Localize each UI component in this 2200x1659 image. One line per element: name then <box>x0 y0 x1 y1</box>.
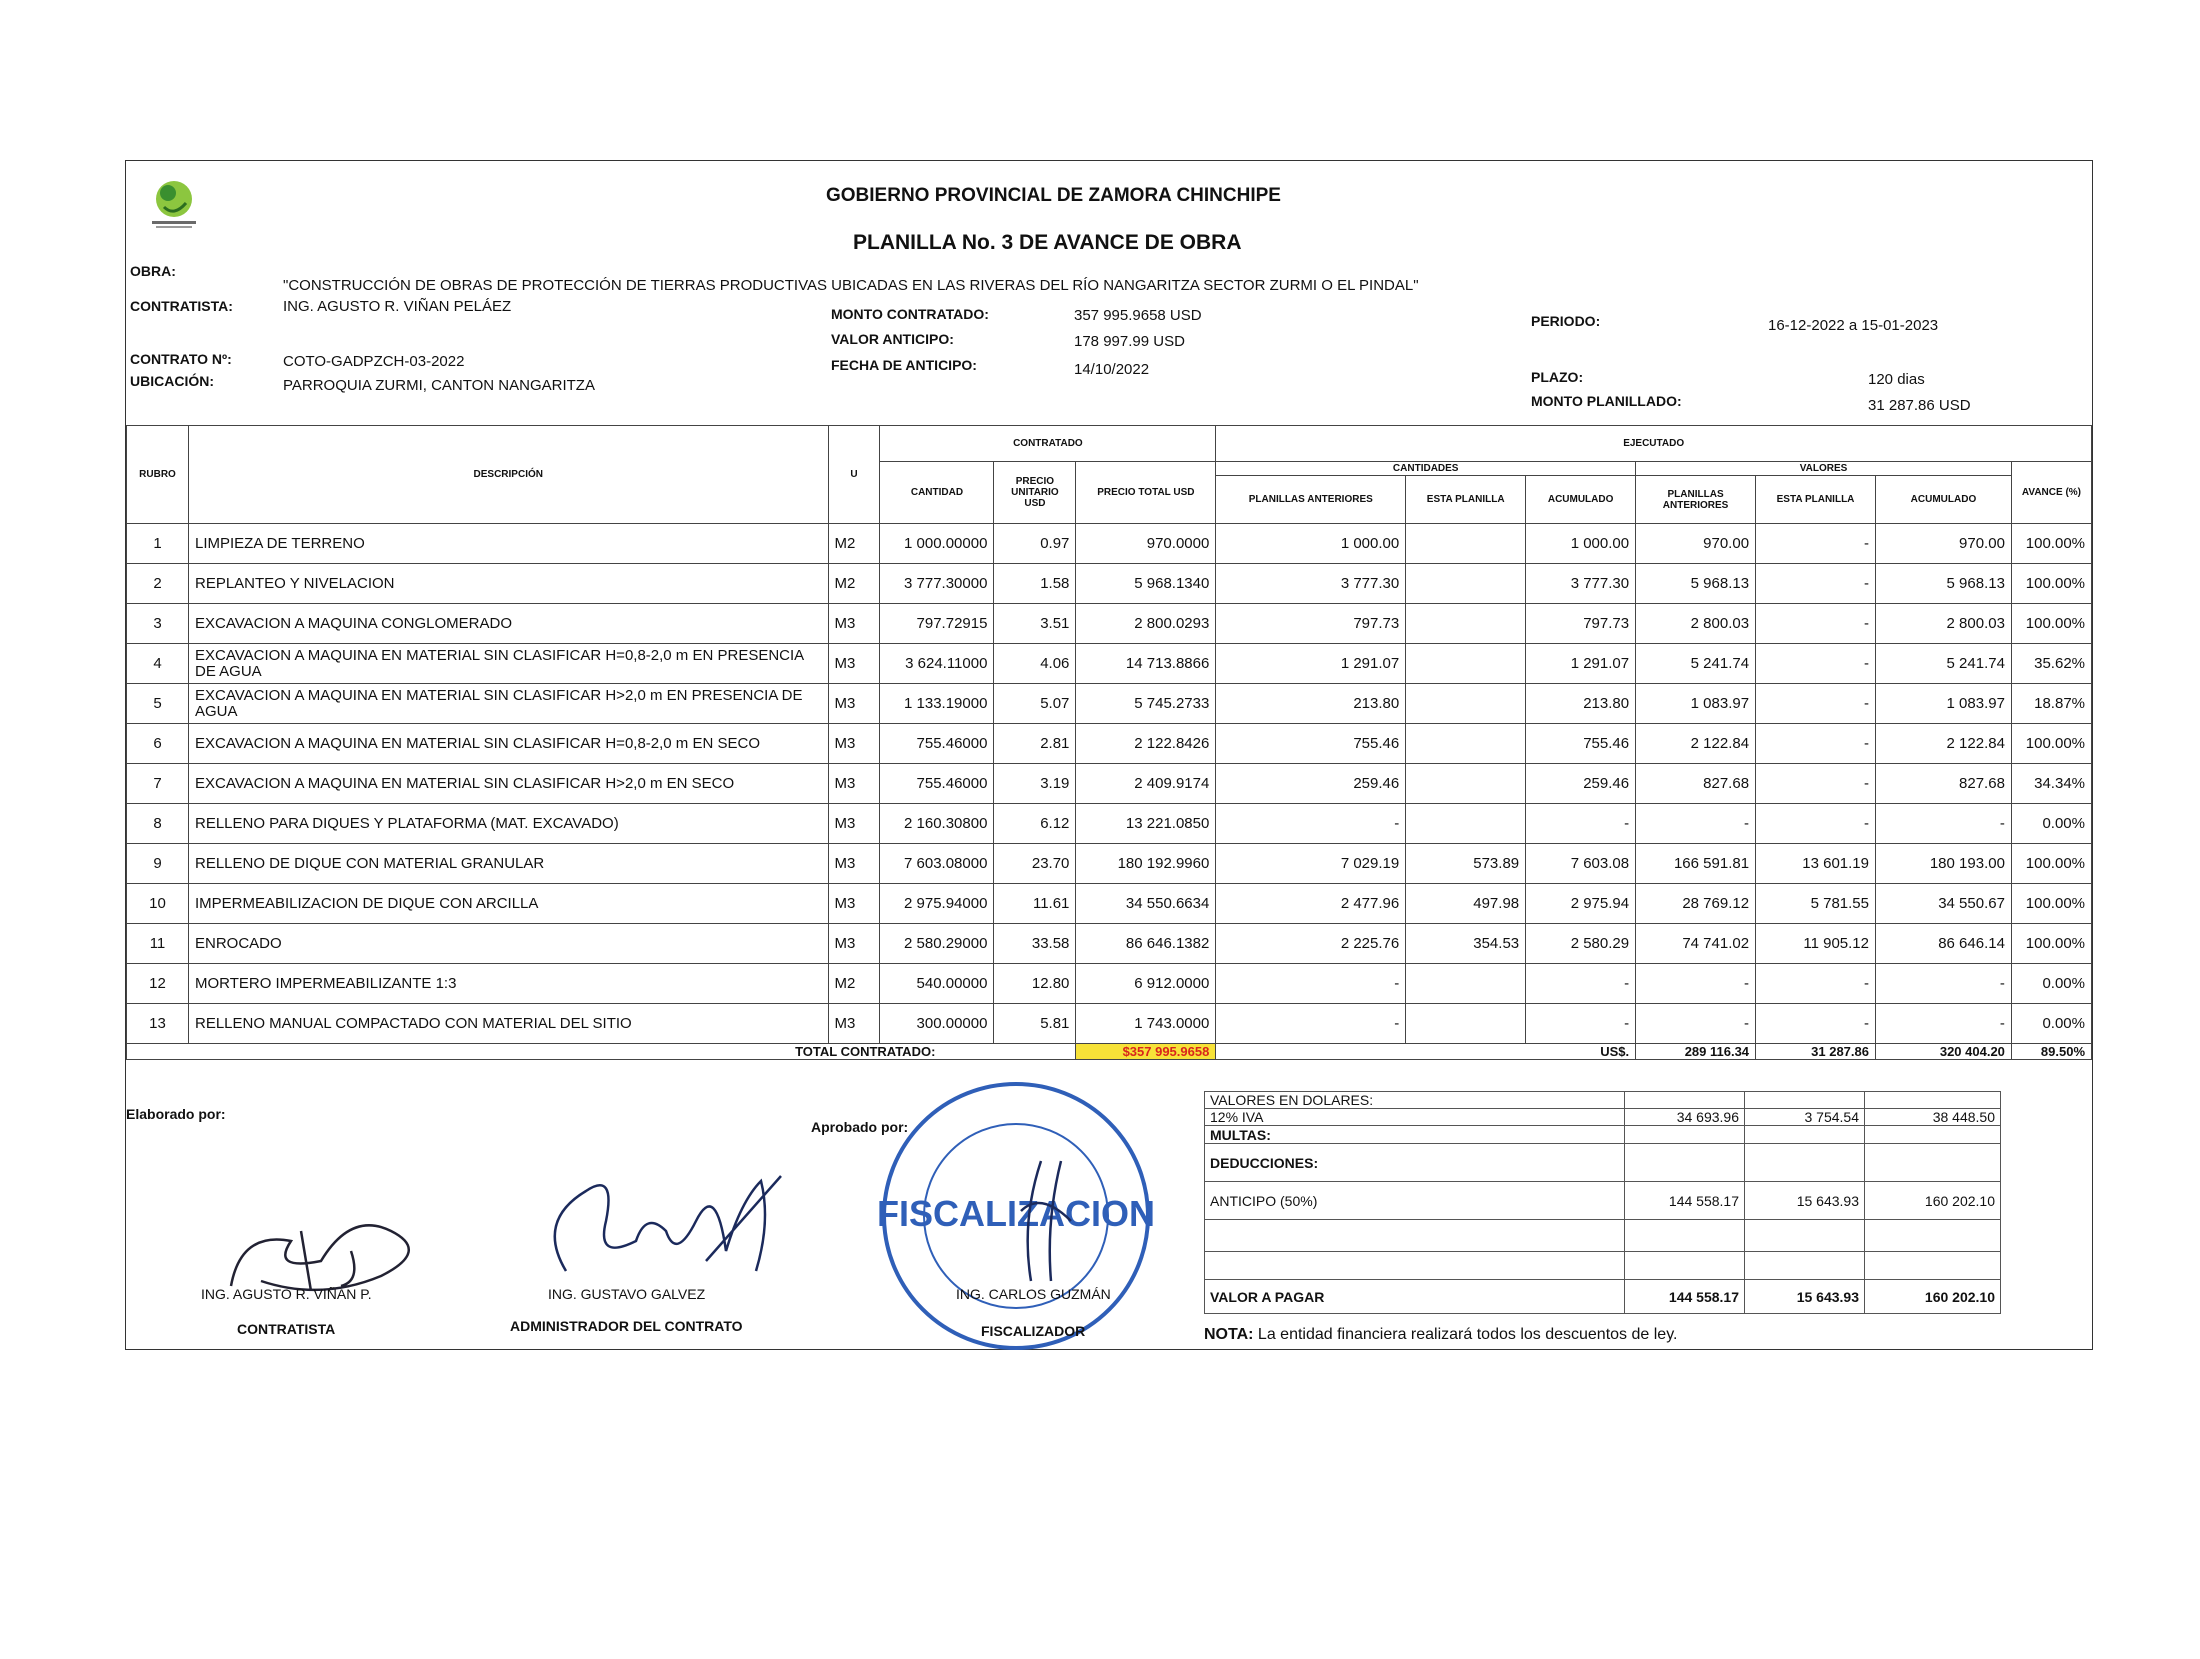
iva-esta: 3 754.54 <box>1745 1109 1865 1126</box>
cell-avance: 34.34% <box>2011 764 2091 804</box>
table-row <box>127 844 2092 884</box>
cell-plan-ant-v: 970.00 <box>1636 524 1756 564</box>
cell-cantidad: 540.00000 <box>880 964 994 1004</box>
cell-cantidad: 3 624.11000 <box>880 644 994 684</box>
col-ejecutado: EJECUTADO <box>1216 426 2092 462</box>
cell-descripcion: IMPERMEABILIZACION DE DIQUE CON ARCILLA <box>188 884 828 924</box>
cell-precio-total: 2 800.0293 <box>1076 604 1216 644</box>
cell-avance: 100.00% <box>2011 884 2091 924</box>
cell-plan-ant: 259.46 <box>1216 764 1406 804</box>
col-esta-v: ESTA PLANILLA <box>1756 476 1876 524</box>
cell-acum-v: 180 193.00 <box>1875 844 2011 884</box>
cell-descripcion: RELLENO DE DIQUE CON MATERIAL GRANULAR <box>188 844 828 884</box>
fiscalizacion-stamp-icon <box>871 1071 1161 1361</box>
anticipo-acum: 160 202.10 <box>1865 1182 2001 1220</box>
cell-acum: 797.73 <box>1526 604 1636 644</box>
cell-descripcion: ENROCADO <box>188 924 828 964</box>
cell-esta <box>1406 684 1526 724</box>
obra-label: OBRA: <box>130 263 176 279</box>
cell-rubro: 8 <box>127 804 189 844</box>
col-acum: ACUMULADO <box>1526 476 1636 524</box>
cell-descripcion: EXCAVACION A MAQUINA EN MATERIAL SIN CLASIFICAR H=0,8-2,0 m EN PRESENCIA DE AGUA <box>188 644 828 684</box>
cell-precio-total: 14 713.8866 <box>1076 644 1216 684</box>
cell-precio-total: 180 192.9960 <box>1076 844 1216 884</box>
col-descripcion: DESCRIPCIÓN <box>188 426 828 524</box>
table-row <box>127 524 2092 564</box>
cell-plan-ant-v: 2 800.03 <box>1636 604 1756 644</box>
anticipo-plan-ant: 144 558.17 <box>1625 1182 1745 1220</box>
summary-table <box>1204 1091 2001 1314</box>
cell-plan-ant: 755.46 <box>1216 724 1406 764</box>
col-plan-ant-v: PLANILLAS ANTERIORES <box>1636 476 1756 524</box>
cell-unidad: M3 <box>828 924 880 964</box>
cell-acum: 2 975.94 <box>1526 884 1636 924</box>
cell-acum: - <box>1526 1004 1636 1044</box>
iva-plan-ant: 34 693.96 <box>1625 1109 1745 1126</box>
cell-avance: 100.00% <box>2011 604 2091 644</box>
nota <box>1204 1326 1677 1344</box>
cell-cantidad: 7 603.08000 <box>880 844 994 884</box>
cell-precio-unit: 6.12 <box>994 804 1076 844</box>
cell-avance: 100.00% <box>2011 924 2091 964</box>
table-row <box>127 724 2092 764</box>
cell-esta-v: 5 781.55 <box>1756 884 1876 924</box>
cell-descripcion: RELLENO MANUAL COMPACTADO CON MATERIAL DEL SITIO <box>188 1004 828 1044</box>
planillado-label: MONTO PLANILLADO: <box>1531 393 1682 409</box>
cell-descripcion: EXCAVACION A MAQUINA EN MATERIAL SIN CLASIFICAR H>2,0 m EN SECO <box>188 764 828 804</box>
col-acum-v: ACUMULADO <box>1875 476 2011 524</box>
cell-rubro: 3 <box>127 604 189 644</box>
cell-precio-unit: 3.19 <box>994 764 1076 804</box>
cell-unidad: M2 <box>828 524 880 564</box>
periodo-value: 16-12-2022 a 15-01-2023 <box>1768 317 1939 334</box>
col-u: U <box>828 426 880 524</box>
cell-cantidad: 3 777.30000 <box>880 564 994 604</box>
pagar-esta: 15 643.93 <box>1745 1280 1865 1314</box>
cell-rubro: 10 <box>127 884 189 924</box>
aprobado-label: Aprobado por: <box>811 1119 909 1135</box>
cell-avance: 100.00% <box>2011 564 2091 604</box>
cell-avance: 100.00% <box>2011 724 2091 764</box>
cell-precio-unit: 3.51 <box>994 604 1076 644</box>
cell-precio-unit: 1.58 <box>994 564 1076 604</box>
cell-acum-v: 2 122.84 <box>1875 724 2011 764</box>
anticipo-esta: 15 643.93 <box>1745 1182 1865 1220</box>
cell-unidad: M3 <box>828 644 880 684</box>
cell-precio-unit: 2.81 <box>994 724 1076 764</box>
total-esta: 31 287.86 <box>1756 1044 1876 1060</box>
cell-esta-v: - <box>1756 764 1876 804</box>
cell-esta: 573.89 <box>1406 844 1526 884</box>
cell-rubro: 7 <box>127 764 189 804</box>
table-row <box>127 564 2092 604</box>
cell-acum: 259.46 <box>1526 764 1636 804</box>
col-precio-total: PRECIO TOTAL USD <box>1076 462 1216 524</box>
cell-acum: 3 777.30 <box>1526 564 1636 604</box>
iva-acum: 38 448.50 <box>1865 1109 2001 1126</box>
cell-esta <box>1406 804 1526 844</box>
table-row <box>127 804 2092 844</box>
cell-unidad: M2 <box>828 564 880 604</box>
cell-plan-ant-v: 166 591.81 <box>1636 844 1756 884</box>
cell-avance: 0.00% <box>2011 964 2091 1004</box>
cell-plan-ant: 3 777.30 <box>1216 564 1406 604</box>
col-rubro: RUBRO <box>127 426 189 524</box>
fiscalizador-name: ING. CARLOS GUZMÁN <box>956 1286 1111 1302</box>
col-valores: VALORES <box>1636 462 2012 476</box>
cell-acum-v: - <box>1875 1004 2011 1044</box>
monto-label: MONTO CONTRATADO: <box>831 306 989 322</box>
cell-esta-v: - <box>1756 644 1876 684</box>
table-row <box>127 644 2092 684</box>
contratista-role: CONTRATISTA <box>237 1321 336 1337</box>
cell-acum: 7 603.08 <box>1526 844 1636 884</box>
logo-icon <box>144 173 204 233</box>
col-plan-ant: PLANILLAS ANTERIORES <box>1216 476 1406 524</box>
cell-descripcion: EXCAVACION A MAQUINA CONGLOMERADO <box>188 604 828 644</box>
cell-acum-v: 2 800.03 <box>1875 604 2011 644</box>
fecha-label: FECHA DE ANTICIPO: <box>831 357 977 373</box>
cell-acum: 1 000.00 <box>1526 524 1636 564</box>
col-avance: AVANCE (%) <box>2011 462 2091 524</box>
cell-rubro: 1 <box>127 524 189 564</box>
total-label: TOTAL CONTRATADO: <box>127 1044 1076 1060</box>
cell-cantidad: 2 160.30800 <box>880 804 994 844</box>
org-title: GOBIERNO PROVINCIAL DE ZAMORA CHINCHIPE <box>826 185 1281 206</box>
cell-acum: 1 291.07 <box>1526 644 1636 684</box>
cell-precio-unit: 0.97 <box>994 524 1076 564</box>
cell-precio-unit: 11.61 <box>994 884 1076 924</box>
cell-esta-v: 13 601.19 <box>1756 844 1876 884</box>
cell-cantidad: 1 133.19000 <box>880 684 994 724</box>
cell-unidad: M3 <box>828 764 880 804</box>
cell-plan-ant-v: 74 741.02 <box>1636 924 1756 964</box>
contratista-label: CONTRATISTA: <box>130 298 233 314</box>
cell-descripcion: MORTERO IMPERMEABILIZANTE 1:3 <box>188 964 828 1004</box>
cell-plan-ant: 7 029.19 <box>1216 844 1406 884</box>
cell-cantidad: 2 580.29000 <box>880 924 994 964</box>
cell-rubro: 5 <box>127 684 189 724</box>
cell-rubro: 2 <box>127 564 189 604</box>
contrato-label: CONTRATO Nº: <box>130 351 232 367</box>
cell-avance: 0.00% <box>2011 1004 2091 1044</box>
planillado-value: 31 287.86 USD <box>1868 397 1971 414</box>
cell-rubro: 12 <box>127 964 189 1004</box>
cell-precio-unit: 12.80 <box>994 964 1076 1004</box>
cell-acum-v: 34 550.67 <box>1875 884 2011 924</box>
cell-acum-v: 5 968.13 <box>1875 564 2011 604</box>
pagar-label: VALOR A PAGAR <box>1205 1280 1625 1314</box>
total-acum: 320 404.20 <box>1875 1044 2011 1060</box>
cell-esta <box>1406 724 1526 764</box>
cell-plan-ant-v: 5 241.74 <box>1636 644 1756 684</box>
cell-unidad: M3 <box>828 804 880 844</box>
cell-unidad: M3 <box>828 844 880 884</box>
cell-plan-ant: 213.80 <box>1216 684 1406 724</box>
cell-esta-v: - <box>1756 604 1876 644</box>
cell-esta <box>1406 964 1526 1004</box>
cell-acum: 755.46 <box>1526 724 1636 764</box>
cell-descripcion: REPLANTEO Y NIVELACION <box>188 564 828 604</box>
cell-cantidad: 755.46000 <box>880 724 994 764</box>
cell-cantidad: 1 000.00000 <box>880 524 994 564</box>
cell-rubro: 6 <box>127 724 189 764</box>
contratista-name: ING. AGUSTO R. VIÑAN P. <box>201 1286 372 1302</box>
cell-acum: - <box>1526 804 1636 844</box>
cell-precio-unit: 23.70 <box>994 844 1076 884</box>
plazo-value: 120 dias <box>1868 371 1925 388</box>
cell-precio-unit: 33.58 <box>994 924 1076 964</box>
cell-acum: 213.80 <box>1526 684 1636 724</box>
obra-value: "CONSTRUCCIÓN DE OBRAS DE PROTECCIÓN DE TIERRAS PRODUCTIVAS UBICADAS EN LAS RIVERAS DEL RÍO NANGARITZA SECTOR ZURMI O EL PINDAL" <box>283 277 1419 294</box>
cell-cantidad: 797.72915 <box>880 604 994 644</box>
nota-text: La entidad financiera realizará todos los descuentos de ley. <box>1257 1326 1678 1343</box>
cell-unidad: M3 <box>828 724 880 764</box>
col-contratado: CONTRATADO <box>880 426 1216 462</box>
pagar-acum: 160 202.10 <box>1865 1280 2001 1314</box>
cell-esta <box>1406 604 1526 644</box>
cell-plan-ant-v: 5 968.13 <box>1636 564 1756 604</box>
cell-esta <box>1406 564 1526 604</box>
cell-esta: 497.98 <box>1406 884 1526 924</box>
table-row <box>127 604 2092 644</box>
cell-precio-total: 34 550.6634 <box>1076 884 1216 924</box>
cell-esta-v: - <box>1756 564 1876 604</box>
cell-precio-unit: 5.07 <box>994 684 1076 724</box>
table-row <box>127 924 2092 964</box>
cell-esta-v: - <box>1756 684 1876 724</box>
cell-cantidad: 2 975.94000 <box>880 884 994 924</box>
total-plan-ant: 289 116.34 <box>1636 1044 1756 1060</box>
cell-plan-ant: 2 477.96 <box>1216 884 1406 924</box>
cell-unidad: M3 <box>828 884 880 924</box>
valores-label: VALORES EN DOLARES: <box>1205 1092 1625 1109</box>
cell-acum-v: 86 646.14 <box>1875 924 2011 964</box>
cell-acum: - <box>1526 964 1636 1004</box>
total-uss: US$. <box>1216 1044 1636 1060</box>
cell-plan-ant: - <box>1216 804 1406 844</box>
cell-precio-total: 2 122.8426 <box>1076 724 1216 764</box>
cell-precio-total: 1 743.0000 <box>1076 1004 1216 1044</box>
cell-plan-ant-v: - <box>1636 964 1756 1004</box>
cell-plan-ant: 1 000.00 <box>1216 524 1406 564</box>
cell-esta-v: - <box>1756 964 1876 1004</box>
cell-esta <box>1406 764 1526 804</box>
cell-plan-ant: - <box>1216 1004 1406 1044</box>
cell-esta: 354.53 <box>1406 924 1526 964</box>
administrador-signature <box>526 1161 806 1301</box>
contrato-value: COTO-GADPZCH-03-2022 <box>283 353 465 370</box>
cell-descripcion: RELLENO PARA DIQUES Y PLATAFORMA (MAT. EXCAVADO) <box>188 804 828 844</box>
total-avance: 89.50% <box>2011 1044 2091 1060</box>
nota-label: NOTA: <box>1204 1326 1254 1343</box>
anticipo-label: VALOR ANTICIPO: <box>831 331 954 347</box>
cell-plan-ant-v: - <box>1636 804 1756 844</box>
table-row <box>127 964 2092 1004</box>
cell-plan-ant: 797.73 <box>1216 604 1406 644</box>
cell-esta-v: - <box>1756 804 1876 844</box>
cell-avance: 18.87% <box>2011 684 2091 724</box>
works-table <box>126 425 2092 1060</box>
cell-precio-total: 13 221.0850 <box>1076 804 1216 844</box>
cell-esta-v: 11 905.12 <box>1756 924 1876 964</box>
cell-precio-total: 2 409.9174 <box>1076 764 1216 804</box>
col-cantidad: CANTIDAD <box>880 462 994 524</box>
col-precio-unit: PRECIO UNITARIO USD <box>994 462 1076 524</box>
cell-esta <box>1406 644 1526 684</box>
monto-value: 357 995.9658 USD <box>1074 307 1202 324</box>
cell-plan-ant: - <box>1216 964 1406 1004</box>
cell-rubro: 4 <box>127 644 189 684</box>
pagar-plan-ant: 144 558.17 <box>1625 1280 1745 1314</box>
planilla-sheet <box>125 160 2093 1350</box>
cell-plan-ant-v: 28 769.12 <box>1636 884 1756 924</box>
cell-plan-ant: 1 291.07 <box>1216 644 1406 684</box>
cell-esta-v: - <box>1756 1004 1876 1044</box>
ubicacion-value: PARROQUIA ZURMI, CANTON NANGARITZA <box>283 377 595 394</box>
cell-unidad: M3 <box>828 604 880 644</box>
ubicacion-label: UBICACIÓN: <box>130 373 214 389</box>
iva-label: 12% IVA <box>1205 1109 1625 1126</box>
cell-unidad: M3 <box>828 1004 880 1044</box>
cell-esta-v: - <box>1756 524 1876 564</box>
cell-acum: 2 580.29 <box>1526 924 1636 964</box>
cell-acum-v: 1 083.97 <box>1875 684 2011 724</box>
cell-rubro: 13 <box>127 1004 189 1044</box>
cell-plan-ant-v: 827.68 <box>1636 764 1756 804</box>
cell-precio-total: 970.0000 <box>1076 524 1216 564</box>
table-row <box>127 684 2092 724</box>
contratista-value: ING. AGUSTO R. VIÑAN PELÁEZ <box>283 298 512 315</box>
fiscalizador-role: FISCALIZADOR <box>981 1323 1086 1339</box>
cell-unidad: M2 <box>828 964 880 1004</box>
cell-plan-ant: 2 225.76 <box>1216 924 1406 964</box>
cell-rubro: 9 <box>127 844 189 884</box>
cell-acum-v: - <box>1875 964 2011 1004</box>
cell-precio-total: 86 646.1382 <box>1076 924 1216 964</box>
cell-descripcion: EXCAVACION A MAQUINA EN MATERIAL SIN CLASIFICAR H=0,8-2,0 m EN SECO <box>188 724 828 764</box>
anticipo-ded-label: ANTICIPO (50%) <box>1205 1182 1625 1220</box>
total-value: $357 995.9658 <box>1076 1044 1216 1060</box>
cell-avance: 0.00% <box>2011 804 2091 844</box>
cell-precio-unit: 4.06 <box>994 644 1076 684</box>
table-row <box>127 764 2092 804</box>
cell-plan-ant-v: - <box>1636 1004 1756 1044</box>
total-row <box>127 1044 2092 1060</box>
table-row <box>127 1004 2092 1044</box>
cell-acum-v: 827.68 <box>1875 764 2011 804</box>
stamp-center-text: FISCALIZACION <box>877 1193 1155 1234</box>
cell-precio-total: 5 745.2733 <box>1076 684 1216 724</box>
cell-precio-total: 5 968.1340 <box>1076 564 1216 604</box>
cell-esta <box>1406 1004 1526 1044</box>
plazo-label: PLAZO: <box>1531 369 1584 385</box>
cell-avance: 35.62% <box>2011 644 2091 684</box>
cell-precio-unit: 5.81 <box>994 1004 1076 1044</box>
cell-unidad: M3 <box>828 684 880 724</box>
administrador-role: ADMINISTRADOR DEL CONTRATO <box>510 1318 743 1334</box>
cell-esta-v: - <box>1756 724 1876 764</box>
cell-esta <box>1406 524 1526 564</box>
cell-rubro: 11 <box>127 924 189 964</box>
cell-avance: 100.00% <box>2011 844 2091 884</box>
multas-label: MULTAS: <box>1205 1126 1625 1144</box>
fecha-value: 14/10/2022 <box>1074 361 1150 378</box>
cell-precio-total: 6 912.0000 <box>1076 964 1216 1004</box>
cell-cantidad: 300.00000 <box>880 1004 994 1044</box>
col-esta: ESTA PLANILLA <box>1406 476 1526 524</box>
col-cantidades: CANTIDADES <box>1216 462 1636 476</box>
cell-descripcion: EXCAVACION A MAQUINA EN MATERIAL SIN CLASIFICAR H>2,0 m EN PRESENCIA DE AGUA <box>188 684 828 724</box>
cell-acum-v: 5 241.74 <box>1875 644 2011 684</box>
administrador-name: ING. GUSTAVO GALVEZ <box>548 1286 706 1302</box>
deducciones-label: DEDUCCIONES: <box>1205 1144 1625 1182</box>
page-title: PLANILLA No. 3 DE AVANCE DE OBRA <box>853 231 1242 254</box>
cell-acum-v: - <box>1875 804 2011 844</box>
cell-avance: 100.00% <box>2011 524 2091 564</box>
cell-cantidad: 755.46000 <box>880 764 994 804</box>
cell-descripcion: LIMPIEZA DE TERRENO <box>188 524 828 564</box>
anticipo-value: 178 997.99 USD <box>1074 333 1185 350</box>
cell-plan-ant-v: 2 122.84 <box>1636 724 1756 764</box>
elaborado-label: Elaborado por: <box>126 1106 226 1122</box>
periodo-label: PERIODO: <box>1531 313 1601 329</box>
header-row-1 <box>127 426 2092 462</box>
table-row <box>127 884 2092 924</box>
cell-acum-v: 970.00 <box>1875 524 2011 564</box>
cell-plan-ant-v: 1 083.97 <box>1636 684 1756 724</box>
